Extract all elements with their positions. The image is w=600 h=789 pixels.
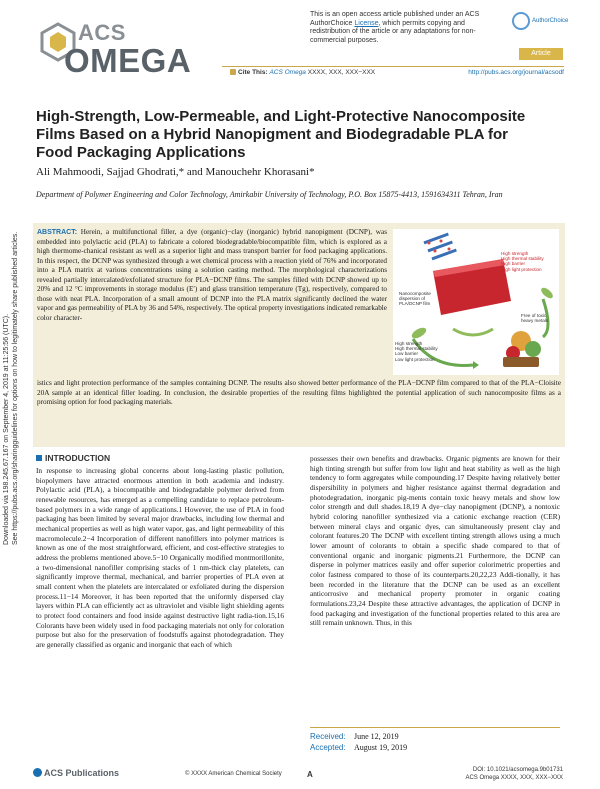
toc-left-1: High strength <box>395 341 423 346</box>
authorchoice-label: AuthorChoice <box>532 18 569 24</box>
toc-left-3: Low barrier <box>395 351 418 357</box>
toc-right-2: heavy metals <box>521 318 549 324</box>
acs-publications-icon <box>33 768 42 777</box>
publisher-logo[interactable] <box>33 768 119 778</box>
article-title: High-Strength, Low-Permeable, and Light-Protective Nanocomposite Films Based on a Hybrid Nanopigment and Biodegradable PLA for Food Packaging Applications <box>36 108 526 161</box>
cite-this[interactable] <box>230 67 375 79</box>
toc-left-2: High thermal stability <box>395 346 438 352</box>
doi-block <box>465 767 563 782</box>
journal-url-link[interactable]: http://pubs.acs.org/journal/acsodf <box>468 69 564 76</box>
received-row <box>310 731 560 742</box>
open-access-text-pre: This is an open access article published under an ACS AuthorChoice <box>310 11 480 27</box>
affiliation: Department of Polymer Engineering and Color Technology, Amirkabir University of Technology, P.O. Box 15875-4413, 1591634311 Tehran, Iran <box>36 190 503 199</box>
toc-graphic <box>393 229 559 375</box>
abstract-box <box>33 223 565 447</box>
cite-ref: XXXX, XXX, XXX−XXX <box>305 69 376 76</box>
page-footer <box>33 766 563 786</box>
accepted-row <box>310 742 560 753</box>
toc-mid-2: dispersion of <box>399 296 426 302</box>
toc-callout-1: High strength <box>501 251 529 256</box>
authorchoice-icon <box>512 12 530 30</box>
section-bullet-icon <box>36 455 42 461</box>
article-type-tag: Article <box>519 48 563 60</box>
open-access-notice <box>310 11 500 45</box>
author-list: Ali Mahmoodi, Sajjad Ghodrati,* and Manouchehr Khorasani* <box>36 166 315 178</box>
journal-logo[interactable] <box>38 20 192 84</box>
toc-callout-2: High thermal stability <box>501 256 544 262</box>
abstract-body: Herein, a multifunctional filler, a dye (organic)−clay (inorganic) hybrid nanopigment (DCNP), was embedded into polylactic acid (PLA) to fabricate a colored biodegradable/biocompatible film, which is explored as a high thermome-chanical resistant as well as a superior light and mass transport barrier for food packaging applications. In this respect, the DCNP was synthesized through a wet chemical process with a reaction yield of 76% and incorporated into a PLA matrix at various concentrations using a solution casting method. The morphological characterizations revealed partially intercalated/exfoliated structure for PLA−DCNP films. The samples filled with DCNP showed up to 20% and 12 °C improvements in storage modulus (E′) and glass transition temperature (Tg), respectively, compared to those with neat PLA. Incorporation of a small amount of DCNP into the PLA matrix significantly declined the water vapor and gas permeability of PLA by 36 and 54%, respectively. The optical property investigations indicated remarkable color character- <box>37 228 387 322</box>
accepted-label: Accepted: <box>310 743 346 752</box>
logo-acs-text: ACS <box>78 20 126 45</box>
abstract-label: ABSTRACT: <box>37 229 78 236</box>
abstract-text <box>37 228 387 323</box>
cite-bar <box>222 66 564 78</box>
abstract-continued: istics and light protection performance of the samples containing DCNP. The results also showed better performance of the PLA−DCNP film compared to that of the PLA−Cloisite 20A sample at an identical filler loading. In conclusion, the desirable properties of the resulting films highlighted the potential application of such nanocomposite films as a promising option for food packaging materials. <box>37 379 561 406</box>
received-date: June 12, 2019 <box>354 732 399 741</box>
footer-ref: ACS Omega XXXX, XXX, XXX−XXX <box>465 774 563 781</box>
toc-mid-3: PLA/DCNP film <box>399 301 431 307</box>
authorchoice-badge[interactable] <box>512 12 569 34</box>
download-note <box>2 215 28 545</box>
intro-heading-text: INTRODUCTION <box>45 453 111 463</box>
license-link[interactable]: License <box>354 19 379 27</box>
cite-label: Cite This: <box>238 69 268 76</box>
toc-left-4: Low light protection <box>395 356 435 362</box>
received-label: Received: <box>310 732 346 741</box>
article-dates <box>310 727 560 753</box>
doi-link[interactable]: DOI: 10.1021/acsomega.9b01731 <box>472 767 563 773</box>
publisher-name: ACS Publications <box>44 768 120 778</box>
intro-right-column: possesses their own benefits and drawbacks. Organic pigments are known for their high tinting strength but suffer from low light and heat stability as well as the high tendency to form aggregates while compounding.17 Despite having relatively better dispersibility in polymers and higher resistance against thermal degradation and photodegradation, inorganic pig-ments contain toxic heavy metals and show low color strength and dull shades.18,19 A dye−clay nanopigment (DCNP), a nontoxic hybrid coloring nanofiller synthesized via a cationic exchange reaction (CER) between mineral clays and organic dyes, can simultaneously present clay and colorant features.20 The DCNP with excellent tinting strength allows using a much lower amount of colorants to obtain a specific shade compared to that of conventional organic and inorganic pigments.21 Furthermore, the DCNP can disperse in polymer matrices easily and offer superior colorimetric properties and color fastness compared to those of its counterparts.20,22,23 Addi-tionally, it has been recorded in the literature that the DCNP can be used as an excellent anticorrosive and mechanical property promoter in organic coating formulations.23,24 Despite these attractive advantages, the application of DCNP in food packaging and investigation of the functional properties related to this area are still remain unknown. Thus, in this <box>310 454 560 628</box>
download-note-line2: See https://pubs.acs.org/sharingguidelines for options on how to legitimately share published articles. <box>12 231 19 545</box>
page-number: A <box>307 770 313 779</box>
intro-left-column: In response to increasing global concerns about long-lasting plastic pollution, biopolymers have attracted enormous attention in both academia and industry. Polylactic acid (PLA), a biocompatible and biodegradable polymer derived from renewable resources, has emerged as a compelling candidate to replace petroleum-based polymers in a wide range of applications.1 However, the use of PLA in food packaging has been limited by several major drawbacks, including low thermal and mechanical properties as well as high water vapor, gas, and light permeability of this macromolecule.2−4 Incorporation of different nanofillers into polymer matrices is known as one of the most straightforward, efficient, and cost-effective strategies to address the problems mentioned above.5−10 Organically modified montmorillonite, a two-dimensional nanofiller comprising stacks of 1 nm-thick clay platelets, can significantly improve thermal, mechanical, and barrier properties of PLA even at small content when the platelets are intercalated or exfoliated during the dispersion process.11−14 Moreover, it has been reported that the uniformly dispersed clay layers within PLA can efficiently act as ultraviolet and visible light shielding agents to protect food containers and food inside against destructive light radia-tion.15,16 Colorants have been widely used in food packaging materials not only for coloration purpose but also for the preservation of foodstuffs against photodegradation. They are generally classified as organic and inorganic that each of which <box>36 466 284 649</box>
toc-mid-1: Nanocomposite <box>399 291 431 296</box>
download-note-line1: Downloaded via 198.245.67.167 on September 4, 2019 at 11:25:56 (UTC). <box>3 313 10 545</box>
toc-callout-4: High light protection <box>501 266 542 272</box>
copyright: © XXXX American Chemical Society <box>185 771 282 777</box>
toc-right-1: Free of toxic <box>521 313 547 318</box>
logo-omega-text: OMEGA <box>64 42 192 79</box>
intro-heading <box>36 453 284 464</box>
open-access-text-post: , which permits copying and redistribution of the article or any adaptations for non-commercial purposes. <box>310 19 476 44</box>
toc-callout-3: High barrier <box>501 261 525 267</box>
accepted-date: August 19, 2019 <box>354 743 408 752</box>
cite-journal: ACS Omega <box>269 69 306 76</box>
lock-icon <box>230 69 236 75</box>
